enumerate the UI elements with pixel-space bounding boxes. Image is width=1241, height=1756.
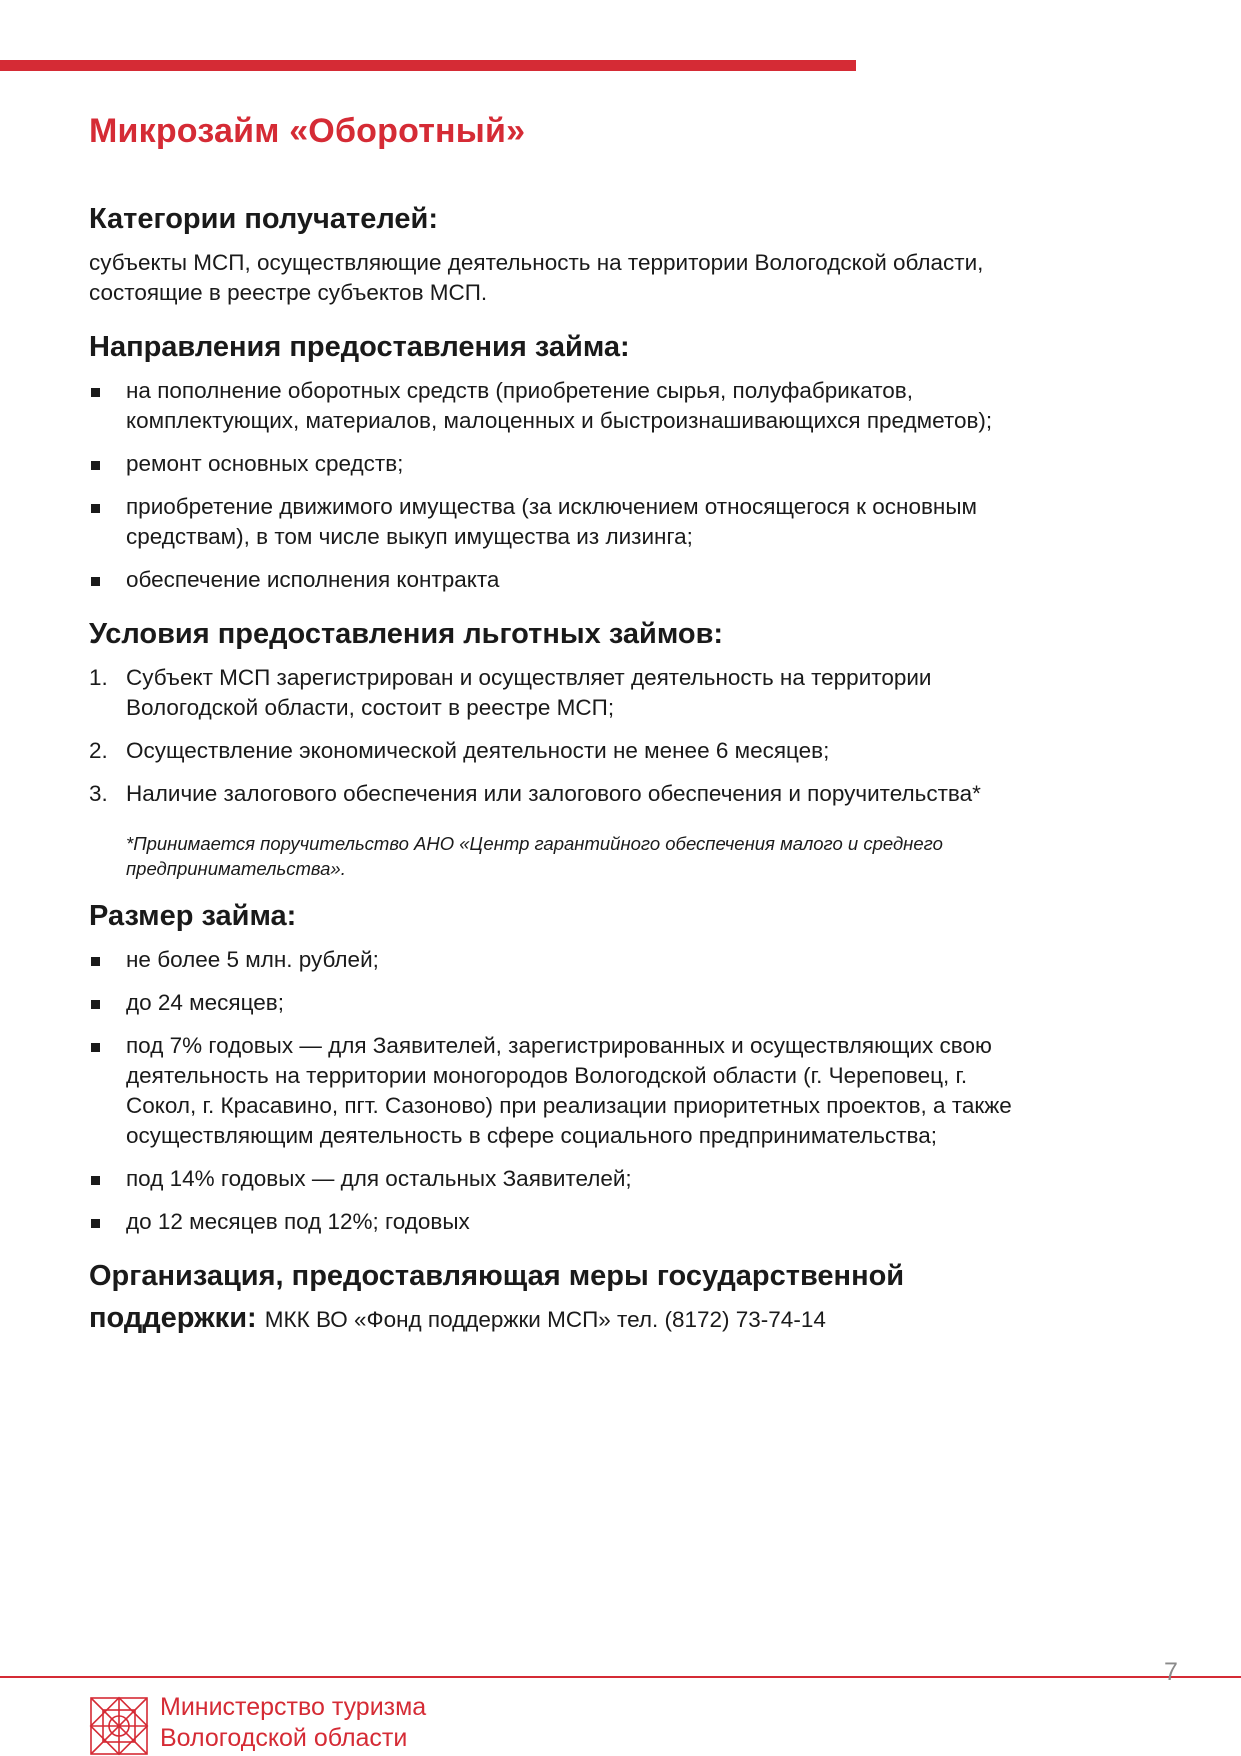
- document-content: [89, 200, 1149, 1341]
- conditions-footnote: [126, 831, 1149, 881]
- ministry-name: [160, 1692, 426, 1754]
- organization-detail: МКК ВО «Фонд поддержки МСП» тел. (8172) 73-74-14: [264, 1307, 826, 1332]
- conditions-heading: Условия предоставления льготных займов:: [89, 618, 724, 650]
- list-item-text: на пополнение оборотных средств (приобретение сырья, полуфабрикатов,: [126, 378, 913, 403]
- list-number: 1.: [89, 665, 108, 690]
- footer-divider: [0, 1676, 1241, 1678]
- bullet-icon: [91, 1000, 100, 1009]
- list-item: [89, 736, 1149, 766]
- list-item-text: осуществляющим деятельность в сфере социального предпринимательства;: [126, 1123, 938, 1148]
- conditions-section: [89, 615, 1149, 881]
- list-item-text: до 12 месяцев под 12%; годовых: [126, 1209, 470, 1234]
- ministry-line-1: Министерство туризма: [160, 1693, 427, 1721]
- list-item: [89, 565, 1149, 595]
- ministry-logo-icon: [89, 1696, 149, 1756]
- list-item-text: Наличие залогового обеспечения или залогового обеспечения и поручительства*: [126, 781, 981, 806]
- bullet-icon: [91, 1219, 100, 1228]
- list-item-text: средствам), в том числе выкуп имущества из лизинга;: [126, 524, 693, 549]
- conditions-list: [89, 663, 1149, 809]
- bullet-icon: [91, 957, 100, 966]
- categories-section: [89, 200, 1149, 308]
- list-number: 3.: [89, 781, 108, 806]
- footnote-line-2: предпринимательства».: [126, 858, 346, 879]
- directions-list: [89, 376, 1149, 595]
- list-item: [89, 1031, 1149, 1151]
- organization-heading-line-2: поддержки:: [89, 1302, 257, 1334]
- footnote-line-1: *Принимается поручительство АНО «Центр гарантийного обеспечения малого и среднего: [126, 833, 943, 854]
- list-item-text: под 7% годовых — для Заявителей, зарегистрированных и осуществляющих свою: [126, 1033, 992, 1058]
- list-number: 2.: [89, 738, 108, 763]
- list-item-text: приобретение движимого имущества (за исключением относящегося к основным: [126, 494, 977, 519]
- size-list: [89, 945, 1149, 1237]
- bullet-icon: [91, 1043, 100, 1052]
- list-item: [89, 663, 1149, 723]
- page-title: Микрозайм «Оборотный»: [89, 112, 526, 150]
- top-accent-bar: [0, 60, 856, 71]
- size-heading: Размер займа:: [89, 900, 297, 932]
- list-item: [89, 988, 1149, 1018]
- bullet-icon: [91, 461, 100, 470]
- categories-line-2: состоящие в реестре субъектов МСП.: [89, 280, 488, 305]
- list-item: [89, 449, 1149, 479]
- list-item: [89, 945, 1149, 975]
- list-item-text: под 14% годовых — для остальных Заявителей;: [126, 1166, 632, 1191]
- list-item-text: комплектующих, материалов, малоценных и быстроизнашивающихся предметов);: [126, 408, 993, 433]
- size-section: [89, 897, 1149, 1237]
- bullet-icon: [91, 504, 100, 513]
- directions-heading: Направления предоставления займа:: [89, 331, 630, 363]
- list-item: [89, 376, 1149, 436]
- directions-section: [89, 328, 1149, 595]
- categories-line-1: субъекты МСП, осуществляющие деятельность на территории Вологодской области,: [89, 250, 984, 275]
- list-item-text: Вологодской области, состоит в реестре МСП;: [126, 695, 615, 720]
- list-item-text: обеспечение исполнения контракта: [126, 567, 500, 592]
- list-item-text: Сокол, г. Красавино, пгт. Сазоново) при реализации приоритетных проектов, а также: [126, 1093, 1012, 1118]
- categories-heading: Категории получателей:: [89, 203, 438, 235]
- list-item-text: деятельность на территории моногородов Вологодской области (г. Череповец, г.: [126, 1063, 968, 1088]
- list-item-text: Осуществление экономической деятельности не менее 6 месяцев;: [126, 738, 830, 763]
- organization-block: [89, 1255, 1149, 1341]
- ministry-line-2: Вологодской области: [160, 1724, 408, 1752]
- list-item-text: до 24 месяцев;: [126, 990, 284, 1015]
- bullet-icon: [91, 388, 100, 397]
- bullet-icon: [91, 577, 100, 586]
- categories-text: [89, 248, 1149, 308]
- bullet-icon: [91, 1176, 100, 1185]
- list-item: [89, 1207, 1149, 1237]
- organization-section: [89, 1255, 1149, 1341]
- list-item: [89, 779, 1149, 809]
- list-item-text: не более 5 млн. рублей;: [126, 947, 379, 972]
- list-item-text: Субъект МСП зарегистрирован и осуществляет деятельность на территории: [126, 665, 932, 690]
- page-number: 7: [1164, 1658, 1178, 1686]
- organization-heading-line-1: Организация, предоставляющая меры государственной: [89, 1260, 905, 1292]
- list-item: [89, 1164, 1149, 1194]
- list-item: [89, 492, 1149, 552]
- list-item-text: ремонт основных средств;: [126, 451, 404, 476]
